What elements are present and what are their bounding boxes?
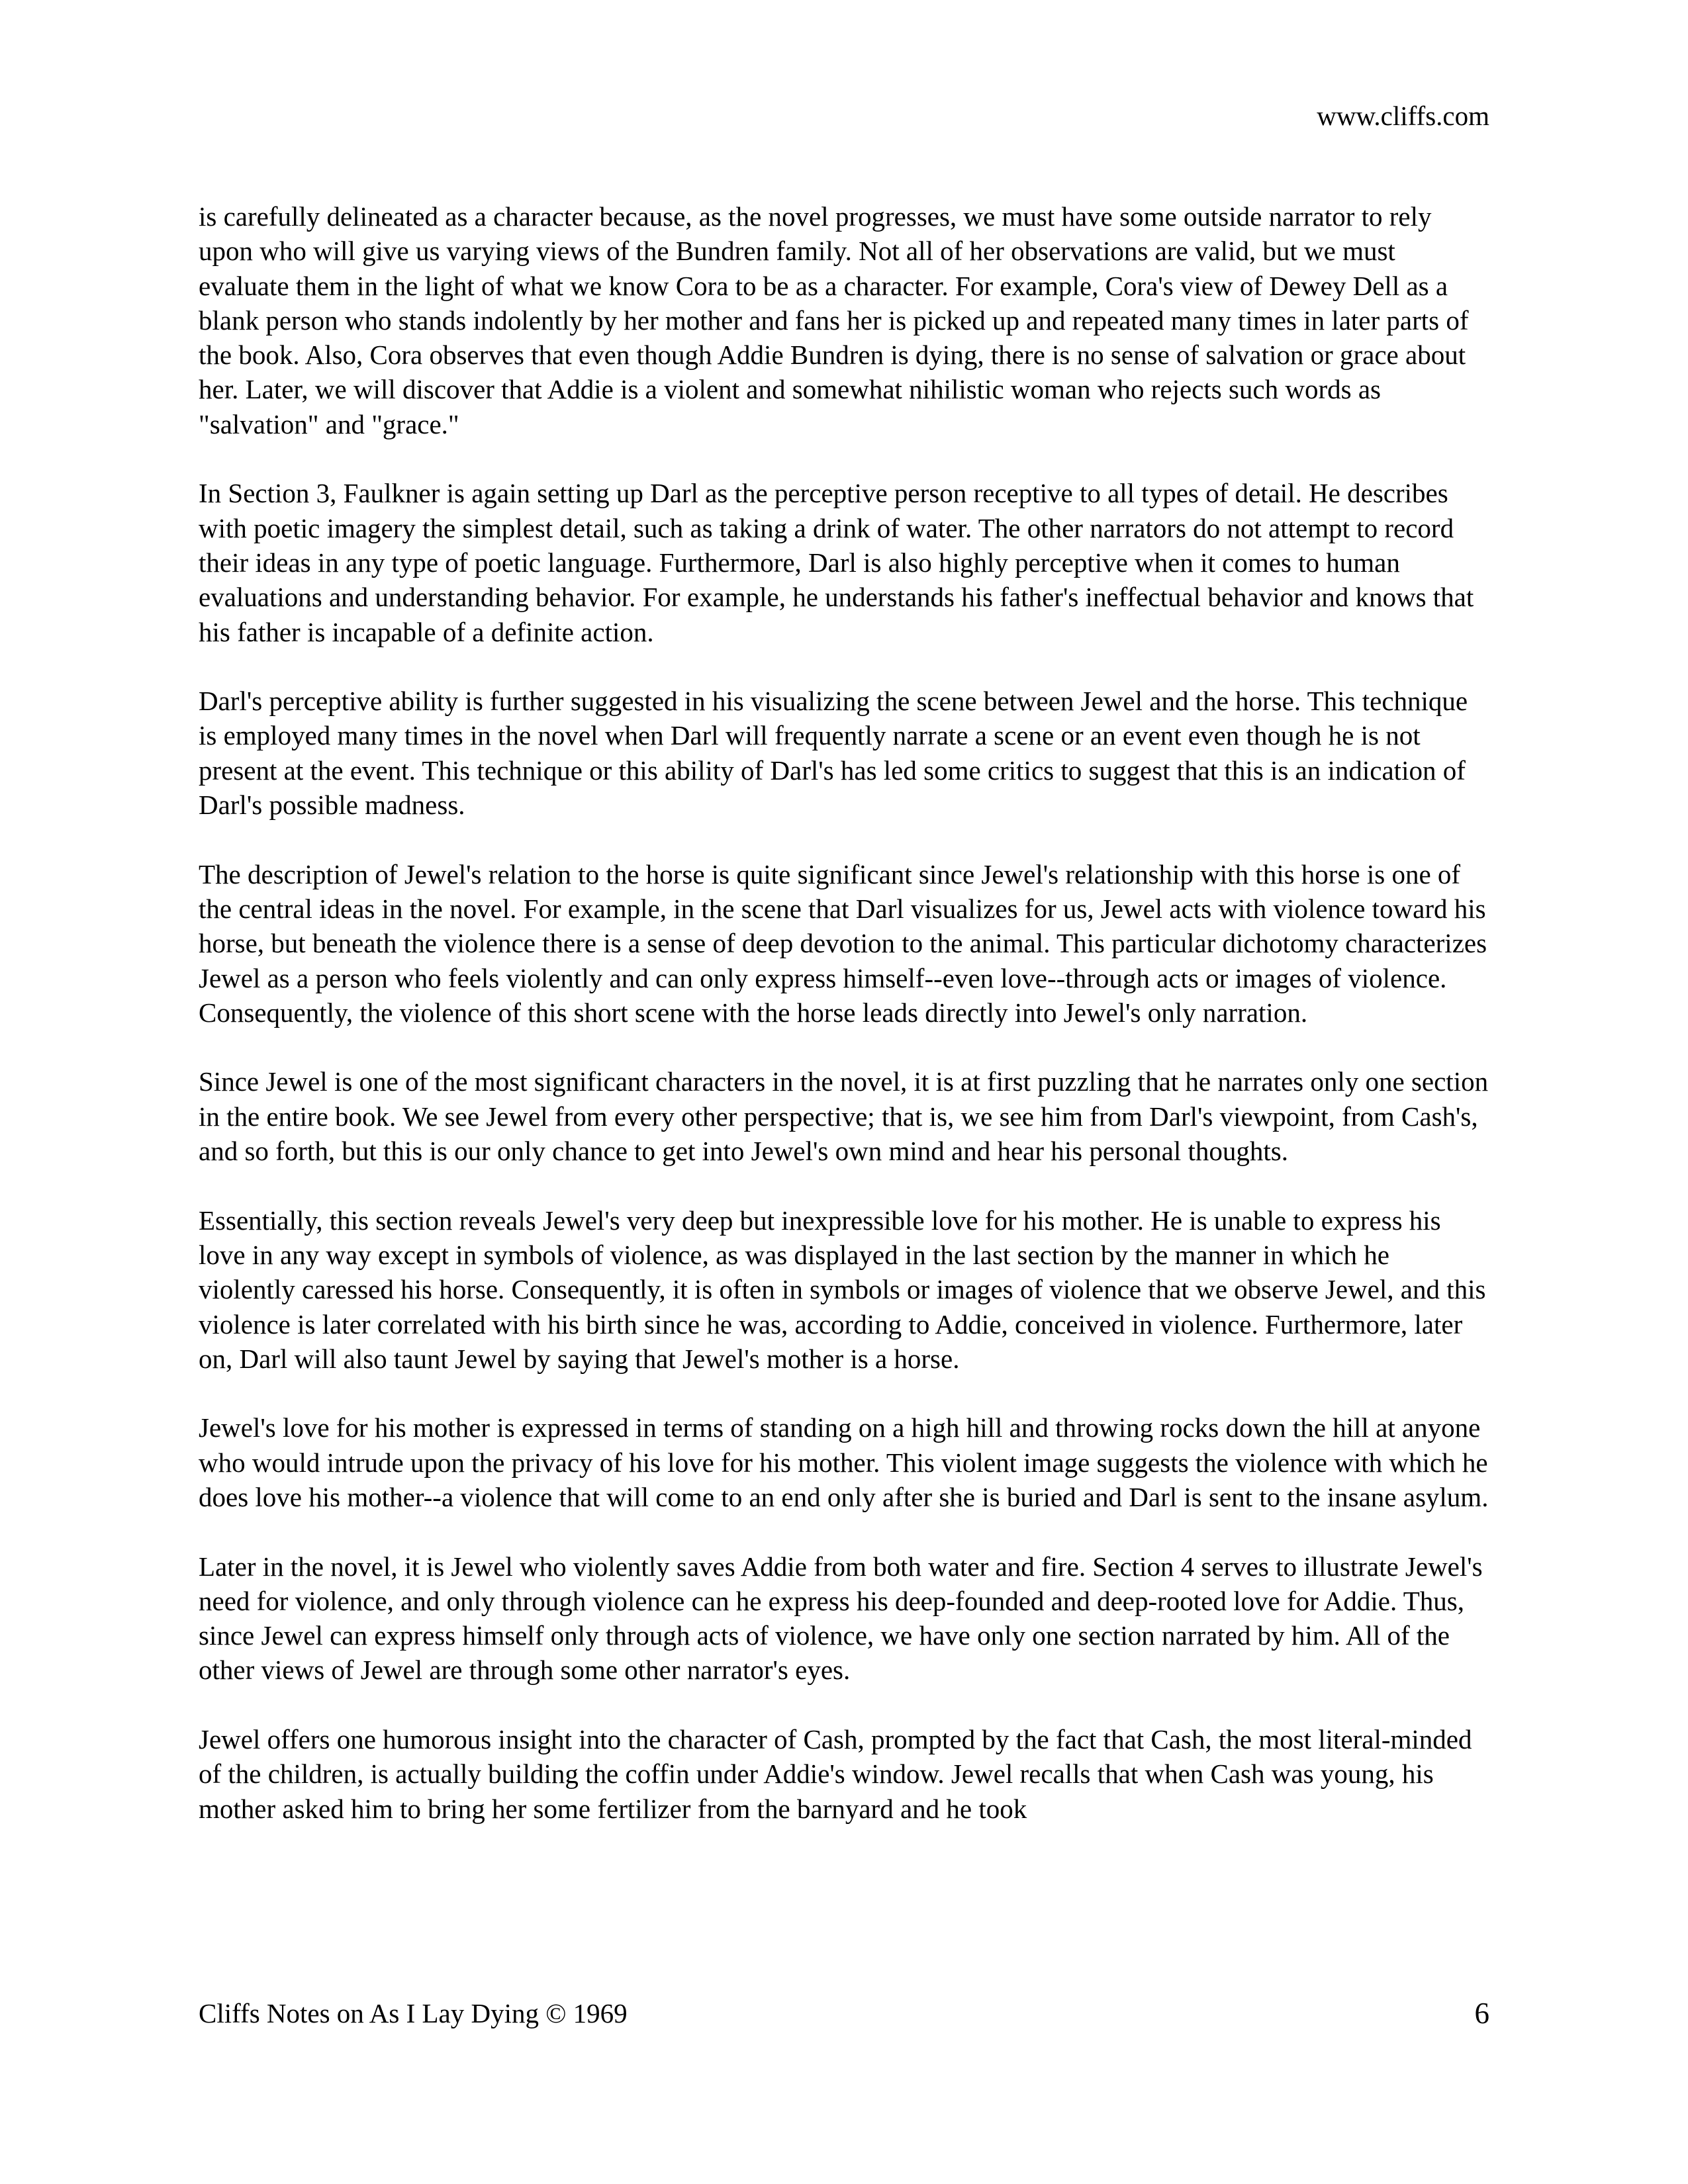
footer-title: Cliffs Notes on As I Lay Dying © 1969 xyxy=(199,1998,628,2028)
paragraph-5: Since Jewel is one of the most significant characters in the novel, it is at first puzzling that he narrates only one section in the entire book. We see Jewel from every other perspective; that is, we see him from Darl's viewpoint, from Cash's, and so forth, but this is our only chance to get into Jewel's own mind and hear his personal thoughts. xyxy=(199,1066,1489,1167)
paragraph-2: In Section 3, Faulkner is again setting up Darl as the perceptive person receptive to all types of detail. He describes with poetic imagery the simplest detail, such as taking a drink of water. The other narrators do not attempt to record their ideas in any type of poetic language. Furthermore, Darl is also highly perceptive when it comes to human evaluations and understanding behavior. For example, he understands his father's ineffectual behavior and knows that his father is incapable of a definite action. xyxy=(199,478,1474,647)
paragraph-4: The description of Jewel's relation to the horse is quite significant since Jewel's relationship with this horse is one of the central ideas in the novel. For example, in the scene that Darl visualizes for us, Jewel acts with violence toward his horse, but beneath the violence there is a sense of deep devotion to the animal. This particular dichotomy characterizes Jewel as a person who feels violently and can only express himself--even love--through acts or images of violence. Consequently, the violence of this short scene with the horse leads directly into Jewel's only narration. xyxy=(199,858,1487,1028)
paragraph-8: Later in the novel, it is Jewel who violently saves Addie from both water and fire. Section 4 serves to illustrate Jewel's need for violence, and only through violence can he express his deep-founded and deep-rooted love for Addie. Thus, since Jewel can express himself only through acts of violence, we have only one section narrated by him. All of the other views of Jewel are through some other narrator's eyes. xyxy=(199,1551,1483,1686)
paragraph-9: Jewel offers one humorous insight into the character of Cash, prompted by the fact that Cash, the most literal-minded of the children, is actually building the coffin under Addie's window. Jewel recalls that when Cash was young, his mother asked him to bring her some fertilizer from the barnyard and he took xyxy=(199,1724,1472,1824)
paragraph-7: Jewel's love for his mother is expressed in terms of standing on a high hill and throwing rocks down the hill at anyone who would intrude upon the privacy of his love for his mother. This violent image suggests the violence with which he does love his mother--a violence that will come to an end only after she is buried and Darl is sent to the insane asylum. xyxy=(199,1412,1489,1512)
paragraph-6: Essentially, this section reveals Jewel's very deep but inexpressible love for his mother. He is unable to express his love in any way except in symbols of violence, as was displayed in the last section by the manner in which he violently caressed his horse. Consequently, it is often in symbols or images of violence that we observe Jewel, and this violence is later correlated with his birth since he was, according to Addie, conceived in violence. Furthermore, later on, Darl will also taunt Jewel by saying that Jewel's mother is a horse. xyxy=(199,1205,1486,1374)
paragraph-3: Darl's perceptive ability is further suggested in his visualizing the scene between Jewel and the horse. This technique is employed many times in the novel when Darl will frequently narrate a scene or an event even though he is not present at the event. This technique or this ability of Darl's has led some critics to suggest that this is an indication of Darl's possible madness. xyxy=(199,686,1468,821)
paragraph-1: is carefully delineated as a character because, as the novel progresses, we must have some outside narrator to rely upon who will give us varying views of the Bundren family. Not all of her observations are valid, but we must evaluate them in the light of what we know Cora to be as a character. For example, Cora's view of Dewey Dell as a blank person who stands indolently by her mother and fans her is picked up and repeated many times in later parts of the book. Also, Cora observes that even though Addie Bundren is dying, there is no sense of salvation or grace about her. Later, we will discover that Addie is a violent and somewhat nihilistic woman who rejects such words as "salvation" and "grace." xyxy=(199,201,1469,439)
header-url[interactable]: www.cliffs.com xyxy=(1317,101,1489,131)
page-number: 6 xyxy=(1474,1997,1489,2030)
body-text xyxy=(199,199,1489,1860)
